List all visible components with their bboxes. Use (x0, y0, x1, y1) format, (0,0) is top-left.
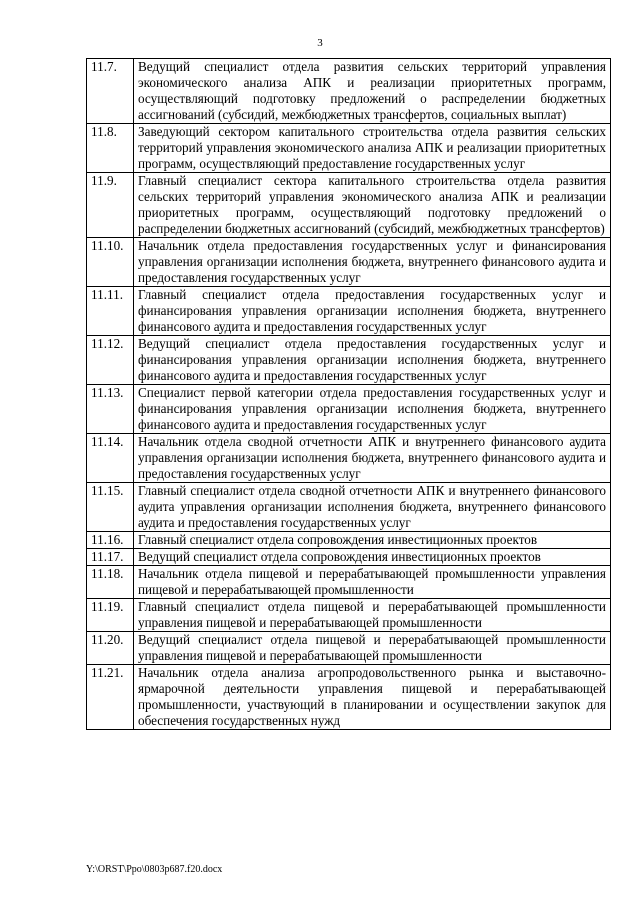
position-title: Ведущий специалист отдела предоставления государственных услуг и финансирования управления организации исполнения бюджета, внутреннего финансового аудита и предоставления государственных услуг (134, 336, 611, 385)
position-title: Начальник отдела предоставления государственных услуг и финансирования управления организации исполнения бюджета, внутреннего финансового аудита и предоставления государственных услуг (134, 238, 611, 287)
position-title: Главный специалист отдела пищевой и перерабатывающей промышленности управления пищевой и перерабатывающей промышленности (134, 599, 611, 632)
row-number: 11.12. (87, 336, 134, 385)
row-number: 11.8. (87, 124, 134, 173)
table-row (87, 336, 611, 385)
row-number: 11.20. (87, 632, 134, 665)
positions-table-body (87, 59, 611, 730)
position-title: Заведующий сектором капитального строительства отдела развития сельских территорий управления экономического анализа АПК и реализации приоритетных программ, осуществляющий предоставление государственных услуг (134, 124, 611, 173)
table-row (87, 124, 611, 173)
row-number: 11.19. (87, 599, 134, 632)
table-row (87, 434, 611, 483)
row-number: 11.9. (87, 173, 134, 238)
row-number: 11.14. (87, 434, 134, 483)
table-row (87, 238, 611, 287)
table-row (87, 549, 611, 566)
position-title: Ведущий специалист отдела развития сельских территорий управления экономического анализа АПК и реализации приоритетных программ, осуществляющий подготовку предложений о распределении бюджетных ассигнований (субсидий, межбюджетных трансфертов, социальных выплат) (134, 59, 611, 124)
table-row (87, 287, 611, 336)
position-title: Главный специалист отдела сводной отчетности АПК и внутреннего финансового аудита управления организации исполнения бюджета, внутреннего финансового аудита и предоставления государственных услуг (134, 483, 611, 532)
position-title: Начальник отдела анализа агропродовольственного рынка и выставочно-ярмарочной деятельности управления пищевой и перерабатывающей промышленности, участвующий в планировании и осуществлении закупок для обеспечения государственных нужд (134, 665, 611, 730)
row-number: 11.16. (87, 532, 134, 549)
table-row (87, 385, 611, 434)
row-number: 11.15. (87, 483, 134, 532)
row-number: 11.11. (87, 287, 134, 336)
table-row (87, 566, 611, 599)
row-number: 11.21. (87, 665, 134, 730)
row-number: 11.17. (87, 549, 134, 566)
row-number: 11.10. (87, 238, 134, 287)
positions-table (86, 58, 611, 730)
position-title: Начальник отдела пищевой и перерабатывающей промышленности управления пищевой и перерабатывающей промышленности (134, 566, 611, 599)
table-row (87, 532, 611, 549)
position-title: Ведущий специалист отдела сопровождения инвестиционных проектов (134, 549, 611, 566)
row-number: 11.7. (87, 59, 134, 124)
position-title: Ведущий специалист отдела пищевой и перерабатывающей промышленности управления пищевой и перерабатывающей промышленности (134, 632, 611, 665)
position-title: Главный специалист отдела предоставления государственных услуг и финансирования управления организации исполнения бюджета, внутреннего финансового аудита и предоставления государственных услуг (134, 287, 611, 336)
position-title: Главный специалист отдела сопровождения инвестиционных проектов (134, 532, 611, 549)
row-number: 11.18. (87, 566, 134, 599)
table-row (87, 632, 611, 665)
position-title: Начальник отдела сводной отчетности АПК и внутреннего финансового аудита управления организации исполнения бюджета, внутреннего финансового аудита и предоставления государственных услуг (134, 434, 611, 483)
table-row (87, 665, 611, 730)
table-row (87, 483, 611, 532)
position-title: Специалист первой категории отдела предоставления государственных услуг и финансирования управления организации исполнения бюджета, внутреннего финансового аудита и предоставления государственных услуг (134, 385, 611, 434)
file-path-footer: Y:\ORST\Ppo\0803p687.f20.docx (86, 864, 223, 875)
position-title: Главный специалист сектора капитального строительства отдела развития сельских территорий управления экономического анализа АПК и реализации приоритетных программ, осуществляющий подготовку предложений о распределении бюджетных ассигнований (субсидий, межбюджетных трансфертов) (134, 173, 611, 238)
page-number: 3 (317, 37, 323, 49)
table-row (87, 173, 611, 238)
row-number: 11.13. (87, 385, 134, 434)
table-row (87, 59, 611, 124)
table-row (87, 599, 611, 632)
